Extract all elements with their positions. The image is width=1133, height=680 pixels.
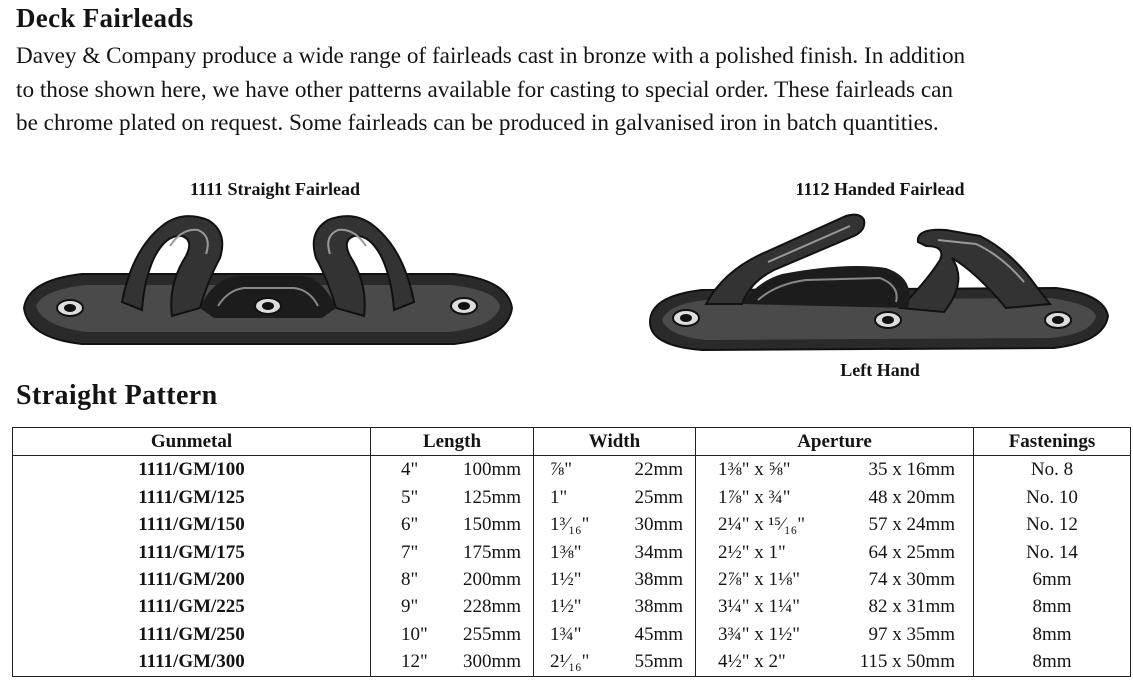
part-code: 1111/GM/150 <box>13 511 371 538</box>
aperture-inches: 2⅞" x 1⅛" <box>718 569 801 591</box>
length-cell <box>371 511 534 538</box>
aperture-mm: 57 x 24mm <box>868 514 955 536</box>
aperture-inches: 4½" x 2" <box>718 651 786 673</box>
aperture-cell <box>696 621 974 648</box>
page-title: Deck Fairleads <box>16 3 194 33</box>
length-mm: 255mm <box>462 623 521 645</box>
handed-fairlead-caption: 1112 Handed Fairlead <box>795 179 965 199</box>
part-code: 1111/GM/250 <box>13 621 371 648</box>
header-width: Width <box>534 428 696 456</box>
length-cell <box>371 593 534 620</box>
aperture-mm: 115 x 50mm <box>859 651 955 673</box>
aperture-inches: 2¼" x ¹⁵⁄₁₆" <box>718 514 806 536</box>
width-inches: 1³⁄₁₆" <box>550 514 590 536</box>
length-inches: 8" <box>401 569 419 591</box>
width-inches: 1½" <box>550 596 582 618</box>
fastening-cell: No. 14 <box>974 539 1131 566</box>
aperture-mm: 82 x 31mm <box>868 596 955 618</box>
width-mm: 22mm <box>634 459 683 481</box>
length-inches: 6" <box>401 514 419 536</box>
aperture-cell <box>696 511 974 538</box>
width-mm: 34mm <box>634 541 683 563</box>
section-title: Straight Pattern <box>16 380 218 411</box>
width-inches: 2¹⁄₁₆" <box>550 651 590 673</box>
table-row <box>13 484 1131 511</box>
length-cell <box>371 456 534 484</box>
length-mm: 175mm <box>462 541 521 563</box>
left-hand-caption: Left Hand <box>840 360 920 380</box>
width-mm: 55mm <box>634 651 683 673</box>
width-inches: ⅞" <box>550 459 573 481</box>
part-code: 1111/GM/125 <box>13 484 371 511</box>
aperture-inches: 1⅞" x ¾" <box>718 486 791 508</box>
aperture-cell <box>696 456 974 484</box>
length-cell <box>371 621 534 648</box>
aperture-mm: 48 x 20mm <box>868 486 955 508</box>
part-code: 1111/GM/100 <box>13 456 371 484</box>
length-cell <box>371 648 534 676</box>
width-inches: 1½" <box>550 569 582 591</box>
fastening-cell: 6mm <box>974 566 1131 593</box>
table-row <box>13 539 1131 566</box>
table-row <box>13 511 1131 538</box>
length-mm: 200mm <box>462 569 521 591</box>
table-header-row <box>13 428 1131 456</box>
fastening-cell: No. 10 <box>974 484 1131 511</box>
aperture-mm: 35 x 16mm <box>868 459 955 481</box>
handed-fairlead-illustration <box>646 212 1110 354</box>
width-mm: 45mm <box>634 623 683 645</box>
width-cell <box>534 511 696 538</box>
header-length: Length <box>371 428 534 456</box>
width-mm: 38mm <box>634 596 683 618</box>
table-row <box>13 456 1131 484</box>
length-inches: 9" <box>401 596 419 618</box>
length-cell <box>371 566 534 593</box>
aperture-inches: 3¼" x 1¼" <box>718 596 801 618</box>
length-inches: 10" <box>401 623 428 645</box>
width-mm: 25mm <box>634 486 683 508</box>
length-inches: 4" <box>401 459 419 481</box>
width-cell <box>534 621 696 648</box>
width-cell <box>534 593 696 620</box>
aperture-inches: 1⅜" x ⅝" <box>718 459 791 481</box>
aperture-inches: 3¾" x 1½" <box>718 623 801 645</box>
straight-fairlead-illustration <box>22 210 514 356</box>
header-gunmetal: Gunmetal <box>13 428 371 456</box>
table-row <box>13 648 1131 676</box>
length-mm: 228mm <box>462 596 521 618</box>
aperture-cell <box>696 593 974 620</box>
width-inches: 1" <box>550 486 568 508</box>
fastening-cell: 8mm <box>974 593 1131 620</box>
part-code: 1111/GM/300 <box>13 648 371 676</box>
width-inches: 1¾" <box>550 623 582 645</box>
aperture-mm: 74 x 30mm <box>868 569 955 591</box>
width-cell <box>534 539 696 566</box>
length-mm: 125mm <box>462 486 521 508</box>
width-mm: 30mm <box>634 514 683 536</box>
width-cell <box>534 566 696 593</box>
length-inches: 12" <box>401 651 428 673</box>
intro-line: to those shown here, we have other patterns available for casting to special order. These fairleads can <box>16 76 954 103</box>
width-cell <box>534 648 696 676</box>
intro-line: be chrome plated on request. Some fairleads can be produced in galvanised iron in batch quantities. <box>16 110 939 136</box>
straight-pattern-table <box>12 427 1131 677</box>
width-inches: 1⅜" <box>550 541 582 563</box>
straight-fairlead-caption: 1111 Straight Fairlead <box>189 179 360 199</box>
length-mm: 100mm <box>462 459 521 481</box>
aperture-cell <box>696 648 974 676</box>
header-fastenings: Fastenings <box>974 428 1131 456</box>
aperture-mm: 64 x 25mm <box>868 541 955 563</box>
aperture-cell <box>696 566 974 593</box>
intro-paragraph <box>16 40 1128 141</box>
aperture-inches: 2½" x 1" <box>718 541 786 563</box>
intro-line: Davey & Company produce a wide range of fairleads cast in bronze with a polished finish. In addition <box>16 43 966 69</box>
aperture-cell <box>696 484 974 511</box>
length-cell <box>371 484 534 511</box>
part-code: 1111/GM/175 <box>13 539 371 566</box>
width-mm: 38mm <box>634 569 683 591</box>
fastening-cell: No. 8 <box>974 456 1131 484</box>
part-code: 1111/GM/225 <box>13 593 371 620</box>
fastening-cell: 8mm <box>974 648 1131 676</box>
length-mm: 300mm <box>462 651 521 673</box>
table-row <box>13 621 1131 648</box>
aperture-mm: 97 x 35mm <box>868 623 955 645</box>
length-cell <box>371 539 534 566</box>
table-row <box>13 593 1131 620</box>
aperture-cell <box>696 539 974 566</box>
fastening-cell: 8mm <box>974 621 1131 648</box>
length-inches: 5" <box>401 486 419 508</box>
header-aperture: Aperture <box>696 428 974 456</box>
width-cell <box>534 456 696 484</box>
length-inches: 7" <box>401 541 419 563</box>
width-cell <box>534 484 696 511</box>
length-mm: 150mm <box>462 514 521 536</box>
table-row <box>13 566 1131 593</box>
part-code: 1111/GM/200 <box>13 566 371 593</box>
fastening-cell: No. 12 <box>974 511 1131 538</box>
